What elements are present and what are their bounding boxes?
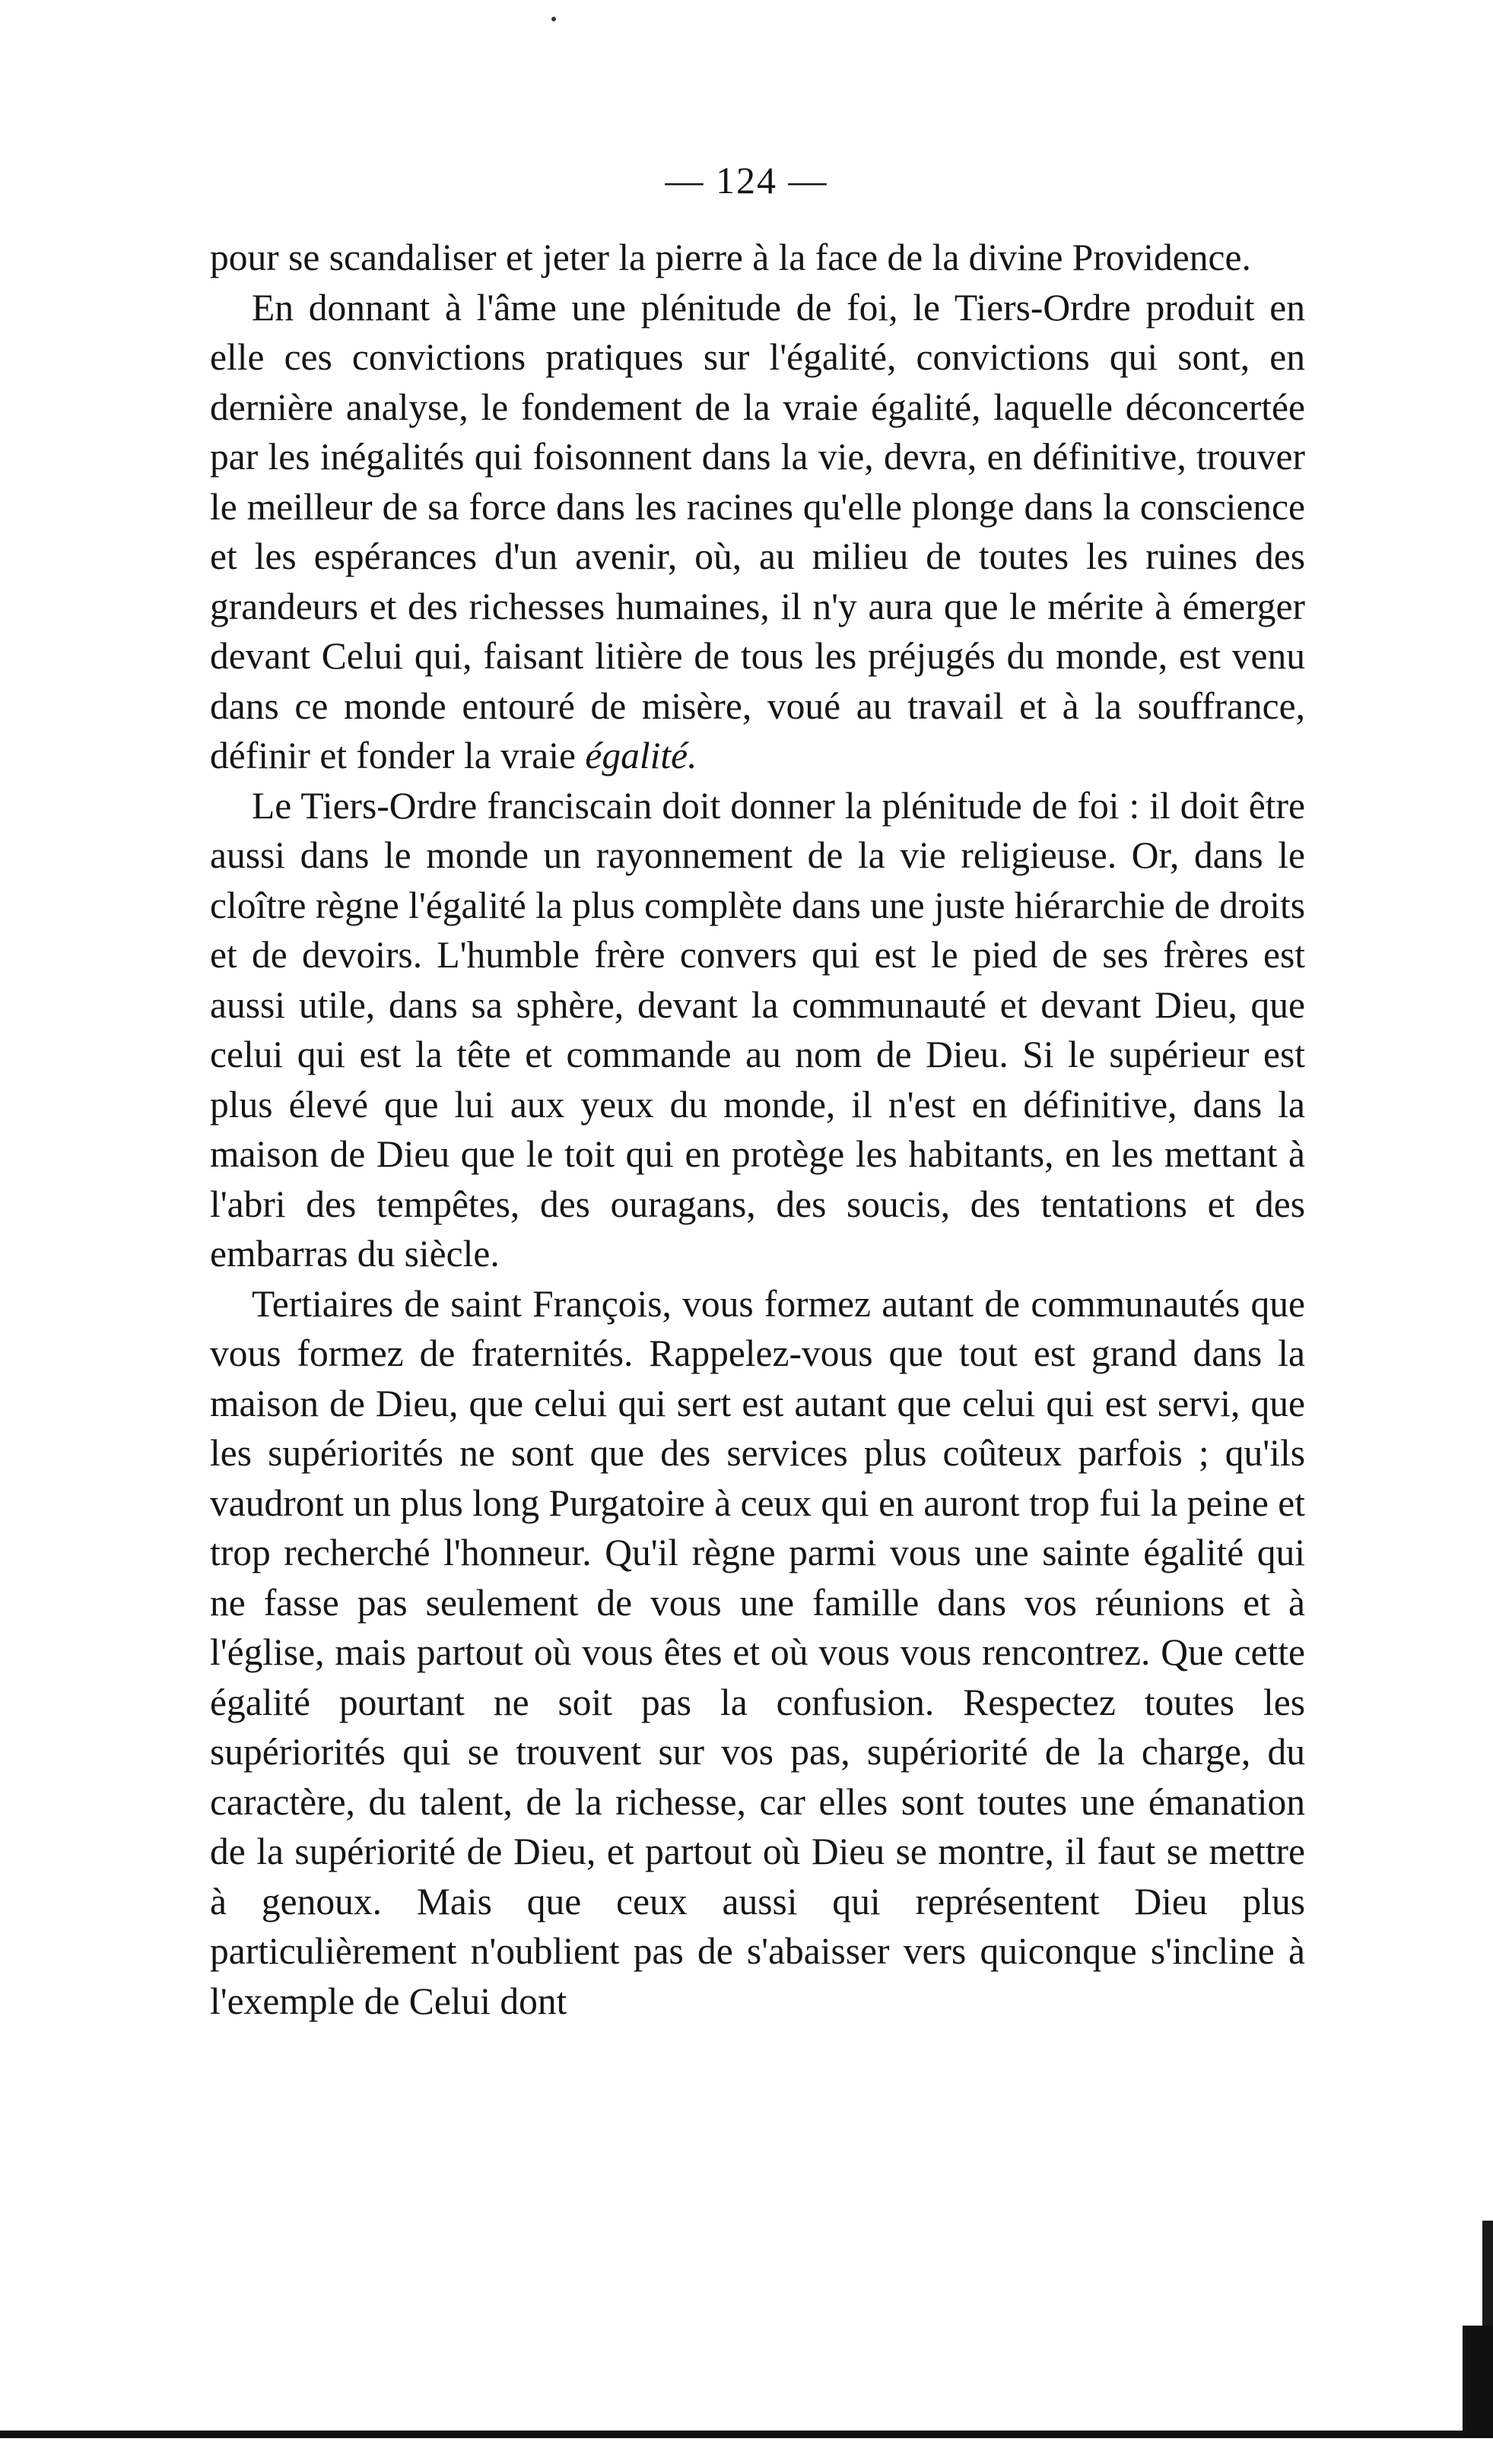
- paragraph-tiers-ordre-foi: [210, 283, 1305, 781]
- body-text: [210, 233, 1305, 2026]
- paragraph-continuation: pour se scandaliser et jeter la pierre à la face de la divine Providence.: [210, 237, 1251, 278]
- print-speck: [551, 17, 556, 21]
- italic-word-egalite: égalité.: [585, 735, 697, 776]
- page-number: — 124 —: [665, 159, 828, 202]
- paragraph-text: En donnant à l'âme une plénitude de foi, le Tiers-Ordre produit en elle ces convictions pratiques sur l'égalité, convictions qui sont, en dernière analyse, le fondement de la vraie égalité, laquelle déconcertée par les inégalités qui foisonnent dans la vie, devra, en définitive, trouver le meilleur de sa force dans les racines qu'elle plonge dans la conscience et les espérances d'un avenir, où, au milieu de toutes les ruines des grandeurs et des richesses humaines, il n'y aura que le mérite à émerger devant Celui qui, faisant litière de tous les préjugés du monde, est venu dans ce monde entouré de misère, voué au travail et à la souffrance, définir et fonder la vraie: [210, 286, 1305, 776]
- paragraph-tiers-ordre-franciscain: Le Tiers-Ordre franciscain doit donner la plénitude de foi : il doit être aussi dans le monde un rayonnement de la vie religieuse. Or, dans le cloître règne l'égalité la plus complète dans une juste hiérarchie de droits et de devoirs. L'humble frère convers qui est le pied de ses frères est aussi utile, dans sa sphère, devant la communauté et devant Dieu, que celui qui est la tête et commande au nom de Dieu. Si le supérieur est plus élevé que lui aux yeux du monde, il n'est en définitive, dans la maison de Dieu que le toit qui en protège les habitants, en les mettant à l'abri des tempêtes, des ouragans, des soucis, des tentations et des embarras du siècle.: [210, 784, 1305, 1275]
- paragraph-tertiaires: Tertiaires de saint François, vous formez autant de communautés que vous formez de fraternités. Rappelez-vous que tout est grand dans la maison de Dieu, que celui qui sert est autant que celui qui est servi, que les supériorités ne sont que des services plus coûteux parfois ; qu'ils vaudront un plus long Purgatoire à ceux qui en auront trop fui la peine et trop recherché l'honneur. Qu'il règne parmi vous une sainte égalité qui ne fasse pas seulement de vous une famille dans vos réunions et à l'église, mais partout où vous êtes et où vous vous rencontrez. Que cette égalité pourtant ne soit pas la confusion. Respectez toutes les supériorités qui se trouvent sur vos pas, supériorité de la charge, du caractère, du talent, de la richesse, car elles sont toutes une émanation de la supériorité de Dieu, et partout où Dieu se montre, il faut se mettre à genoux. Mais que ceux aussi qui représentent Dieu plus particulièrement n'oublient pas de s'abaisser vers quiconque s'incline à l'exemple de Celui dont: [210, 1282, 1305, 2022]
- scan-bottom-edge: [0, 2431, 1493, 2438]
